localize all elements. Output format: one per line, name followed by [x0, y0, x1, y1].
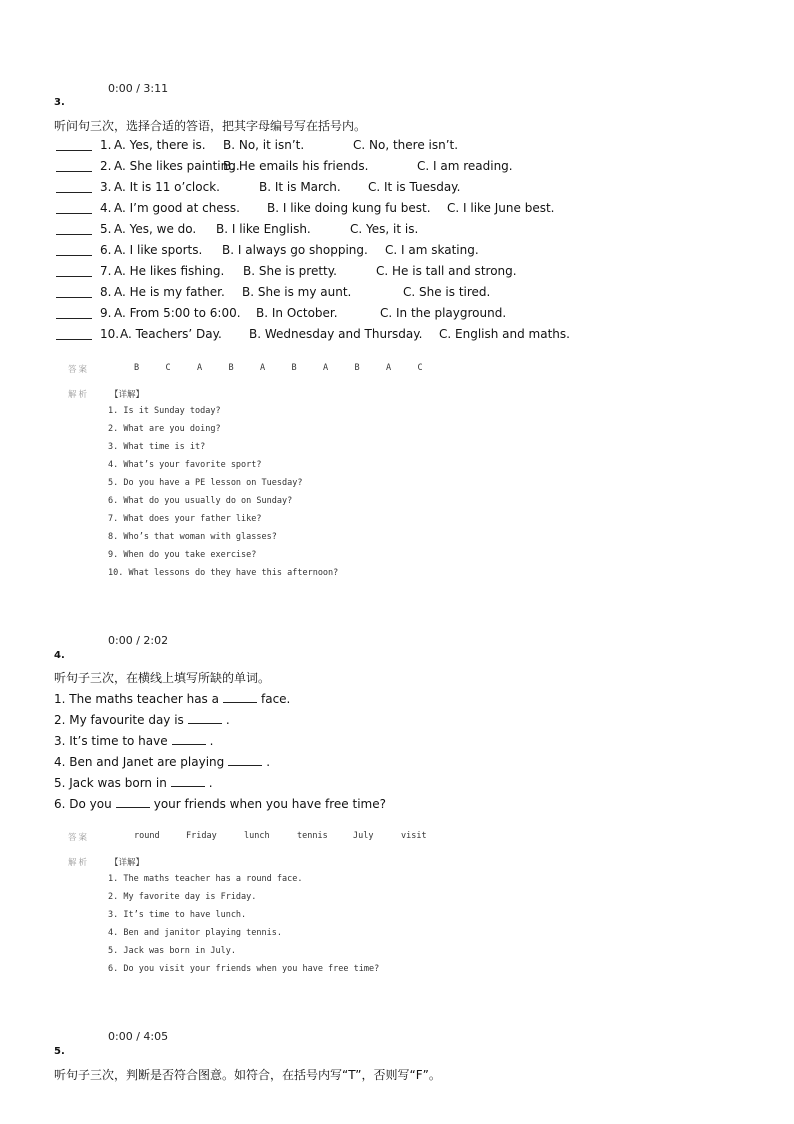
question-number: 8. — [100, 285, 112, 299]
question-row — [56, 264, 776, 280]
sentence-after: . — [208, 776, 213, 790]
question-row — [56, 285, 776, 301]
answer-word: Friday — [186, 831, 217, 841]
detail-line: 3. It’s time to have lunch. — [108, 910, 247, 920]
sentence-after: face. — [260, 692, 291, 706]
option-b: B. In October. — [256, 306, 338, 320]
sentence-before: 3. It’s time to have — [54, 734, 168, 748]
fill-blank[interactable] — [223, 690, 257, 703]
option-c: C. I like June best. — [447, 201, 555, 215]
question-number: 4. — [54, 650, 65, 661]
option-c: C. It is Tuesday. — [368, 180, 461, 194]
question-row — [56, 138, 776, 154]
option-c: C. I am skating. — [385, 243, 479, 257]
detail-line: 5. Jack was born in July. — [108, 946, 236, 956]
fill-blank[interactable] — [188, 711, 222, 724]
audio-player-time[interactable]: 0:00 / 3:11 — [108, 82, 169, 95]
detail-line: 1. The maths teacher has a round face. — [108, 874, 303, 884]
fill-blank[interactable] — [172, 732, 206, 745]
answer-letter: C — [417, 363, 423, 373]
option-b: B. Wednesday and Thursday. — [249, 327, 423, 341]
option-c: C. In the playground. — [380, 306, 507, 320]
option-a: A. I like sports. — [114, 243, 203, 257]
option-b: B. I always go shopping. — [222, 243, 368, 257]
option-b: B. He emails his friends. — [223, 159, 369, 173]
sentence-after: your friends when you have free time? — [153, 797, 386, 811]
detail-heading: 【详解】 — [110, 858, 145, 868]
question-number: 7. — [100, 264, 112, 278]
question-number: 5. — [100, 222, 112, 236]
answer-blank[interactable] — [56, 264, 92, 277]
answer-letter: A — [323, 363, 329, 373]
sentence-before: 4. Ben and Janet are playing — [54, 755, 225, 769]
answer-letter: B — [354, 363, 360, 373]
question-number: 3. — [100, 180, 112, 194]
question-number: 5. — [54, 1046, 65, 1057]
analysis-label: 解析 — [68, 858, 90, 868]
question-row — [56, 222, 776, 238]
detail-line: 5. Do you have a PE lesson on Tuesday? — [108, 478, 303, 488]
answer-letter: A — [260, 363, 266, 373]
question-number: 9. — [100, 306, 112, 320]
answer-blank[interactable] — [56, 201, 92, 214]
option-c: C. Yes, it is. — [350, 222, 419, 236]
option-a: A. It is 11 o’clock. — [114, 180, 220, 194]
answer-letter: A — [386, 363, 392, 373]
option-b: B. I like English. — [216, 222, 311, 236]
detail-line: 9. When do you take exercise? — [108, 550, 257, 560]
sentence-after: . — [266, 755, 271, 769]
detail-line: 3. What time is it? — [108, 442, 206, 452]
answer-blank[interactable] — [56, 243, 92, 256]
detail-line: 7. What does your father like? — [108, 514, 262, 524]
sentence-after: . — [209, 734, 214, 748]
answer-letter: B — [228, 363, 234, 373]
answer-word: tennis — [297, 831, 328, 841]
answer-word: visit — [401, 831, 427, 841]
answer-word: July — [353, 831, 374, 841]
answer-label: 答案 — [68, 833, 90, 843]
detail-line: 6. Do you visit your friends when you have free time? — [108, 964, 380, 974]
option-c: C. I am reading. — [417, 159, 513, 173]
option-b: B. She is pretty. — [243, 264, 337, 278]
option-c: C. No, there isn’t. — [353, 138, 459, 152]
audio-player-time[interactable]: 0:00 / 4:05 — [108, 1030, 169, 1043]
detail-line: 10. What lessons do they have this afternoon? — [108, 568, 339, 578]
sentence-row — [54, 795, 386, 811]
instruction: 听句子三次，在横线上填写所缺的单词。 — [54, 671, 271, 685]
question-number: 3. — [54, 97, 65, 108]
question-number: 4. — [100, 201, 112, 215]
sentence-before: 1. The maths teacher has a — [54, 692, 219, 706]
answer-blank[interactable] — [56, 327, 92, 340]
fill-blank[interactable] — [116, 795, 150, 808]
sentence-before: 2. My favourite day is — [54, 713, 184, 727]
question-row — [56, 201, 776, 217]
option-c: C. She is tired. — [403, 285, 491, 299]
detail-line: 2. My favorite day is Friday. — [108, 892, 257, 902]
answer-blank[interactable] — [56, 222, 92, 235]
detail-line: 2. What are you doing? — [108, 424, 221, 434]
option-a: A. From 5:00 to 6:00. — [114, 306, 241, 320]
option-a: A. I’m good at chess. — [114, 201, 240, 215]
sentence-row — [54, 690, 290, 706]
fill-blank[interactable] — [171, 774, 205, 787]
question-number: 2. — [100, 159, 112, 173]
sentence-row — [54, 732, 213, 748]
instruction: 听问句三次，选择合适的答语，把其字母编号写在括号内。 — [54, 119, 367, 133]
detail-line: 8. Who’s that woman with glasses? — [108, 532, 277, 542]
audio-player-time[interactable]: 0:00 / 2:02 — [108, 634, 169, 647]
answer-blank[interactable] — [56, 138, 92, 151]
option-a: A. Yes, we do. — [114, 222, 197, 236]
question-number: 6. — [100, 243, 112, 257]
option-a: A. Teachers’ Day. — [120, 327, 222, 341]
instruction: 听句子三次，判断是否符合图意。如符合，在括号内写“T”，否则写“F”。 — [54, 1068, 441, 1082]
question-row — [56, 159, 776, 175]
answer-blank[interactable] — [56, 285, 92, 298]
answer-letter: C — [165, 363, 171, 373]
detail-line: 1. Is it Sunday today? — [108, 406, 221, 416]
question-number: 1. — [100, 138, 112, 152]
answer-label: 答案 — [68, 365, 90, 375]
detail-line: 4. What’s your favorite sport? — [108, 460, 262, 470]
sentence-before: 5. Jack was born in — [54, 776, 167, 790]
analysis-label: 解析 — [68, 390, 90, 400]
fill-blank[interactable] — [228, 753, 262, 766]
sentence-row — [54, 711, 230, 727]
option-b: B. She is my aunt. — [242, 285, 352, 299]
question-row — [56, 180, 776, 196]
sentence-row — [54, 753, 270, 769]
option-b: B. I like doing kung fu best. — [267, 201, 431, 215]
option-b: B. It is March. — [259, 180, 341, 194]
answer-letter: B — [134, 363, 140, 373]
sentence-before: 6. Do you — [54, 797, 112, 811]
question-number: 10. — [100, 327, 120, 341]
answer-letter: A — [197, 363, 203, 373]
answer-blank[interactable] — [56, 306, 92, 319]
question-row — [56, 327, 776, 343]
option-a: A. She likes painting. — [114, 159, 240, 173]
answer-blank[interactable] — [56, 180, 92, 193]
detail-line: 4. Ben and janitor playing tennis. — [108, 928, 282, 938]
option-a: A. Yes, there is. — [114, 138, 206, 152]
question-row — [56, 306, 776, 322]
answer-blank[interactable] — [56, 159, 92, 172]
answer-word: lunch — [244, 831, 270, 841]
option-b: B. No, it isn’t. — [223, 138, 305, 152]
option-a: A. He is my father. — [114, 285, 225, 299]
answer-word: round — [134, 831, 160, 841]
detail-line: 6. What do you usually do on Sunday? — [108, 496, 293, 506]
option-a: A. He likes fishing. — [114, 264, 225, 278]
sentence-after: . — [225, 713, 230, 727]
option-c: C. English and maths. — [439, 327, 570, 341]
sentence-row — [54, 774, 213, 790]
answer-letter: B — [291, 363, 297, 373]
detail-heading: 【详解】 — [110, 390, 145, 400]
option-c: C. He is tall and strong. — [376, 264, 517, 278]
question-row — [56, 243, 776, 259]
